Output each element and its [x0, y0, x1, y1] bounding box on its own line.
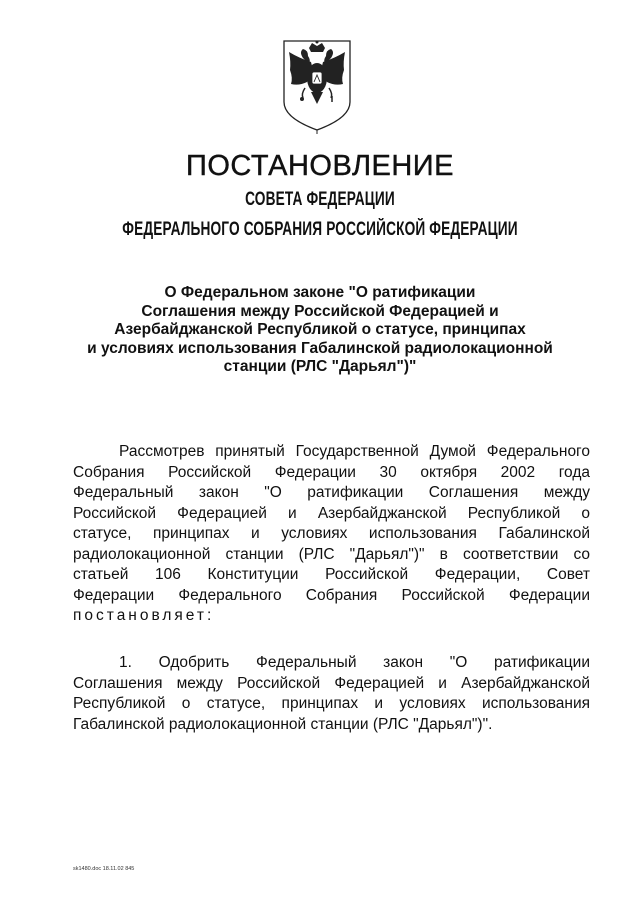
paragraph-line: Республикой о статусе, принципах и условиях использования	[73, 695, 590, 712]
paragraph-line: Рассмотрев принятый Государственной Думой Федерального	[119, 443, 590, 460]
subject-line: Соглашения между Российской Федерацией и	[141, 302, 499, 320]
subject-line: Азербайджанской Республикой о статусе, принципах	[114, 321, 526, 338]
issuing-body-line-2: ФЕДЕРАЛЬНОГО СОБРАНИЯ РОССИЙСКОЙ ФЕДЕРАЦИИ	[122, 219, 518, 240]
clause-1-paragraph	[73, 653, 590, 735]
subject-line: станции (РЛС "Дарьял")"	[223, 358, 417, 375]
resolves-word: постановляет:	[73, 607, 215, 624]
subject-line: и условиях использования Габалинской радиолокационной	[87, 339, 553, 357]
paragraph-line: Федерации Федерального Собрания Российской Федерации	[73, 586, 590, 604]
file-reference: sk1480.doc 18.11.02 845	[73, 866, 135, 872]
paragraph-line: Соглашения между Российской Федерацией и Азербайджанской	[73, 674, 590, 692]
russian-coat-of-arms-icon	[281, 38, 353, 134]
subject-line: О Федеральном законе "О ратификации	[164, 284, 476, 301]
paragraph-line: Федеральный закон "О ратификации Соглашения между	[73, 484, 590, 501]
paragraph-line: Габалинской радиолокационной станции (РЛС "Дарьял")".	[73, 715, 493, 733]
paragraph-line: Российской Федерацией и Азербайджанской Республикой о	[73, 504, 590, 522]
paragraph-line: 1. Одобрить Федеральный закон "О ратификации	[119, 654, 590, 671]
paragraph-line: статусе, принципах и условиях использования Габалинской	[73, 525, 590, 542]
paragraph-line: статьей 106 Конституции Российской Федерации, Совет	[73, 566, 590, 583]
issuing-body-line-1: СОВЕТА ФЕДЕРАЦИИ	[245, 189, 395, 210]
paragraph-line: радиолокационной станции (РЛС "Дарьял")" в соответствии со	[73, 545, 590, 563]
paragraph-line: Собрания Российской Федерации 30 октября 2002 года	[73, 463, 590, 481]
document-title: ПОСТАНОВЛЕНИЕ	[186, 150, 454, 182]
preamble-paragraph	[73, 442, 590, 627]
resolution-subject	[60, 284, 580, 377]
